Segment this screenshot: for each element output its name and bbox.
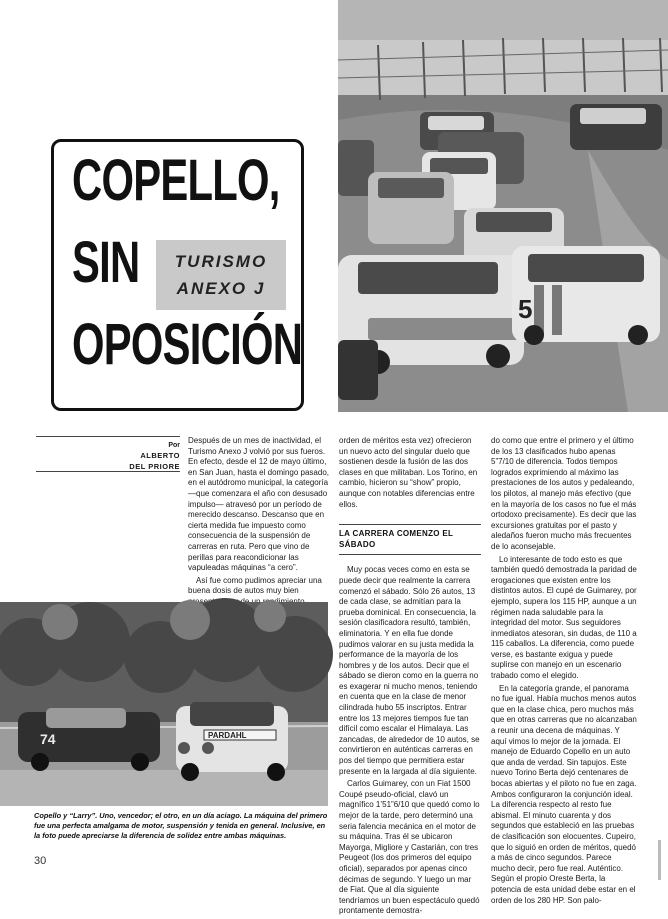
subtitle-line-1: TURISMO [174,252,268,271]
headline-line-2: SIN [72,230,140,295]
author-name-line-1: ALBERTO [140,451,180,460]
byline [36,436,180,472]
svg-text:5: 5 [518,294,533,324]
svg-text:74: 74 [40,731,56,747]
article-column-3 [491,436,637,908]
paragraph: Carlos Guimarey, con un Fiat 1500 Coupé pseudo-oficial, clavó un magnífico 1’51”6/10 que quedó como lo mejor de la tarde, pero determinó una seria falencia mecánica en el motor de su máquina. Tras él se ubicaron Mayorga, Migliore y Castarián, con tres Peugeot (los dos primeros del equipo oficial), separados por apenas cinco décimas de segundo. Y luego un mar de Fiat. Que al día siguiente tendríamos un buen espectáculo quedó prontamente demostra- [339,779,480,916]
car-sponsor-sign: PARDAHL [208,731,247,740]
paragraph: Muy pocas veces como en esta se puede decir que realmente la carrera comenzó el sábado. Sólo 26 autos, 13 de cada clase, se admitían para la prueba dominical. En consecuencia, la sesión clasificadora resultó, también, eliminatoria. Y en ella fue donde pudimos valorar en su justa medida la performance de la mayoría de los hombres y de los autos. Decir que el sábado se dieron como en la guerra no es exagerar ni mucho menos, teniendo en cuenta que en la clase de menor cilindrada hubo 55 inscriptos. Entrar entre los 13 mejores tiempos fue tan difícil como escalar el Himalaya. Las zancadas, de alrededor de 10 autos, se convirtieron en auténticas carreras en pos del tiempo que permitiera estar presente en la largada al día siguiente. [339,565,480,776]
race-photo-top [338,0,668,412]
paragraph: En la categoría grande, el panorama no fue igual. Había muchos menos autos que en la clase chica, pero muchos más que en otras carreras que no alcanzaban a reunir una decena de máquinas. Y aquí vimos lo mejor de la jornada. El manejo de Eduardo Copello en un auto que anda de verdad. Sin tapujos. Este nuevo Torino Berta dejó centenares de bocas abiertas y el piloto no fue en zaga. Ambos configuraron la conjunción ideal. La diferencia respecto al resto fue abismal. El minuto cuarenta y dos segundos que estableció en las pruebas de clasificación son elocuentes. Cupeiro, que lo siguió en orden de méritos, quedó a más de cinco segundos. Parece mucho decir, pero fue real. Auténtico. Según el propio Oreste Berta, la potencia de esta unidad debe estar en el orden de los 280 HP. Son palo- [491,683,637,905]
byline-divider [36,471,180,472]
author-name-line-2: DEL PRIORE [129,462,180,471]
article-column-2 [339,436,481,919]
title-block [51,139,304,411]
photo-caption: Copello y “Larry”. Uno, vencedor; el otro, en un día aciago. La máquina del primero fue una perfecta amalgama de motor, suspensión y tenida en general. Inclusive, en la foto puede apreciarse la diferencia de solidez entre ambas máquinas. [34,811,328,840]
page-edge-mark [658,840,661,880]
subtitle-line-2: ANEXO J [176,279,266,298]
byline-label: Por [168,442,180,449]
race-photo-top-image [338,0,668,412]
subtitle-badge [156,240,286,310]
paragraph: Lo interesante de todo esto es que también quedó demostrada la paridad de erogaciones que existen entre los distintos autos. El cupé de Guimarey, por ejemplo, supera los 115 HP, aunque a un régimen nada saludable para la integridad del motor. Sus seguidores inmediatos atesoran, sin dudas, de 110 a 115 caballos. La diferencia, como puede verse, es bastante exigua y puede suplirse con manejo en un escenario trabado como el elegido. [491,554,637,681]
section-heading: LA CARRERA COMENZO EL SÁBADO [339,524,481,555]
headline-line-3: OPOSICIÓN [72,312,303,377]
page-number: 30 [34,855,47,867]
headline-line-1: COPELLO, [72,148,280,213]
paragraph: Así fue como pudimos apreciar una buena dosis de autos muy bien [188,575,322,596]
race-photo-bottom-image [0,602,328,806]
race-photo-bottom [0,602,328,806]
paragraph: do como que entre el primero y el último de los 13 clasificados hubo apenas 5”7/10 de diferencia. Todos tiempos logrados exprimiendo al máximo las prestaciones de los autos y pedaleando, los pilotos, al manejo más efectivo (que en la mayoría de los casos no fue el más ortodoxo precisamente). Es decir que las excursiones gratuitas por el pasto y aledaños fueron mucho más frecuentes de lo aconsejable. [491,436,637,551]
paragraph: orden de méritos esta vez) ofrecieron un nuevo acto del singular duelo que sostienen desde la fusión de las dos clases en que militaban. Los Torino, en cambio, hicieron su “show” propio, aunque con notables diferencias entre ellos. [339,436,478,509]
paragraph: Después de un mes de inactividad, el Turismo Anexo J volvió por sus fueros. En efecto, desde el 12 de mayo último, en San Juan, hasta el domingo pasado, en el autódromo municipal, la categoría —que comenzara el año con desusado impulso— atravesó por un período de merecido descanso. Descanso que en cierta medida fue impuesto como consecuencia de la suspensión de carreras en ruta. Pero que vino de perillas para reacondicionar las vapuleadas máquinas “a cero”. [188,436,329,573]
